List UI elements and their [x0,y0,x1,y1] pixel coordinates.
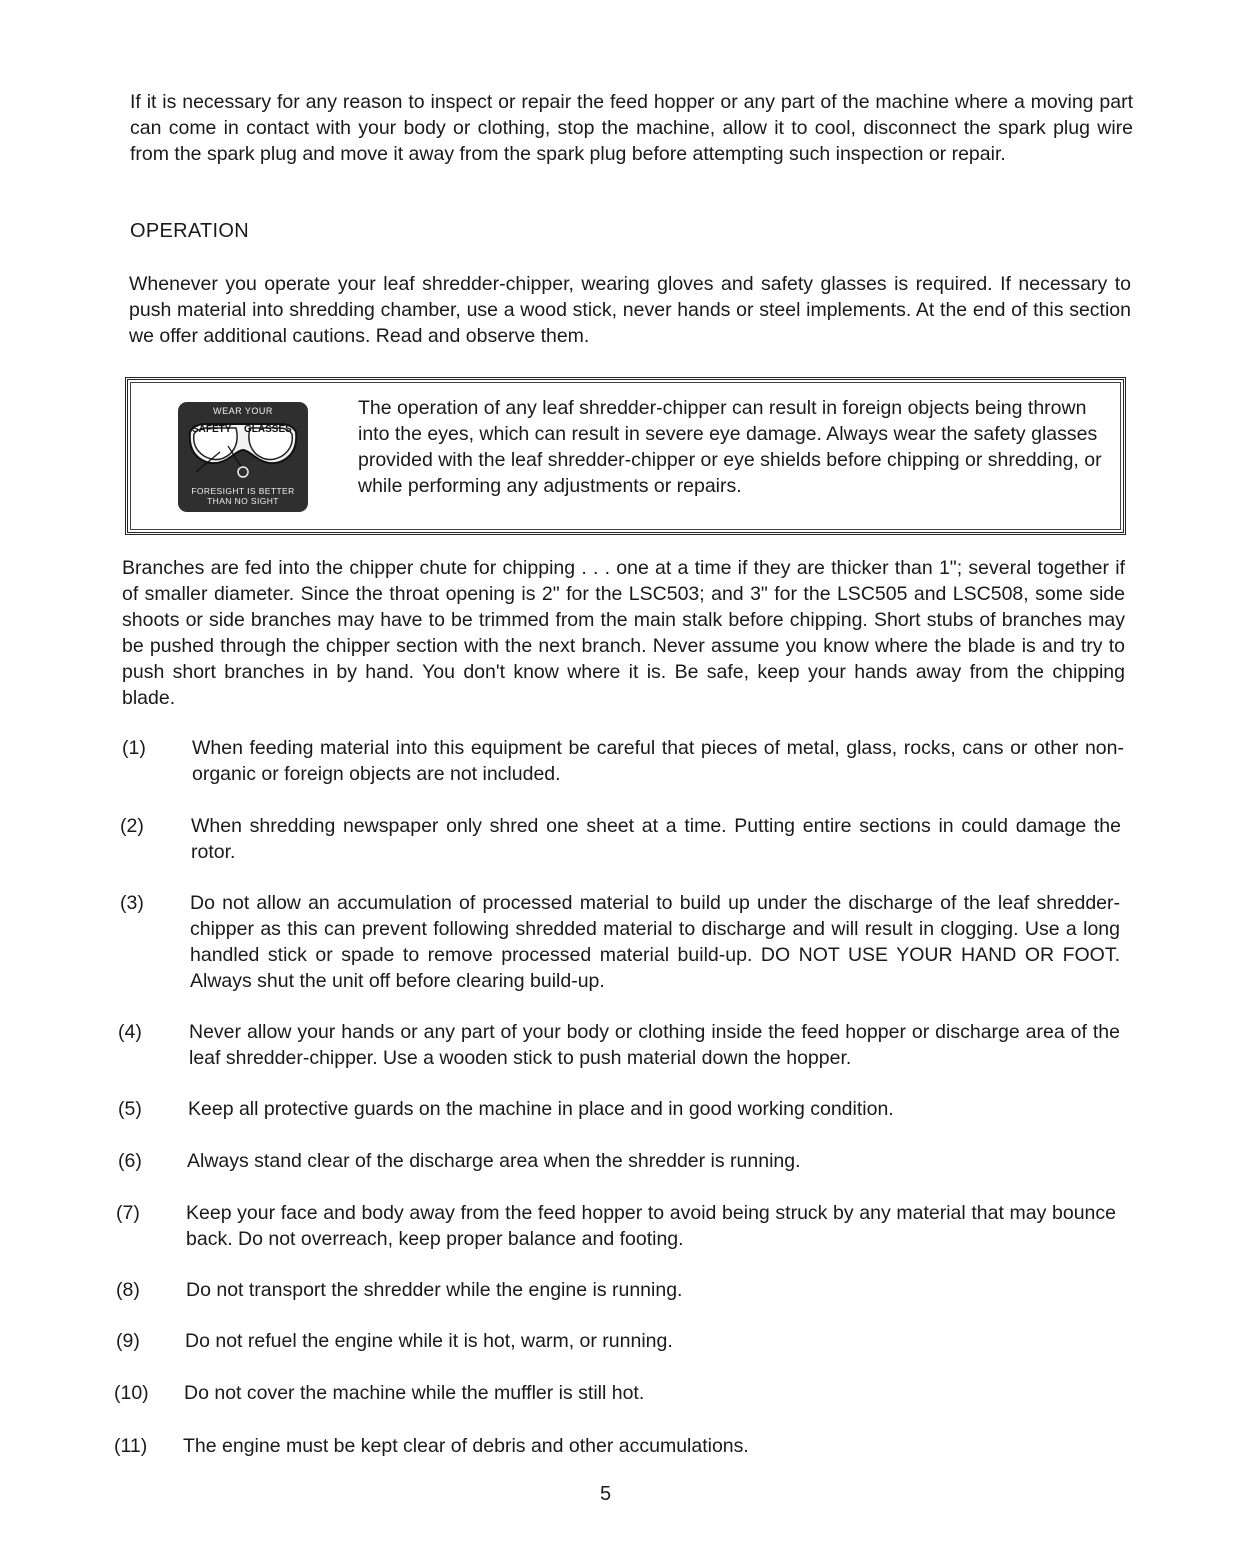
page-number: 5 [600,1483,612,1505]
item-text: The engine must be kept clear of debris and other accumulations. [183,1435,749,1457]
safety-glasses-icon [184,416,302,486]
badge-bottom-text [178,486,308,506]
item-text: Do not transport the shredder while the engine is running. [186,1279,683,1301]
intro-paragraph: If it is necessary for any reason to inspect or repair the feed hopper or any part of the machine where a moving part can come in contact with your body or clothing, stop the machine, allow it to cool, disconnect the spark plug wire from the spark plug and move it away from the spark plug before attempting such inspection or repair. [130,91,1133,165]
item-text: Always stand clear of the discharge area when the shredder is running. [187,1150,801,1172]
item-text: Do not refuel the engine while it is hot, warm, or running. [185,1330,673,1352]
item-number: (11) [114,1435,148,1457]
item-number: (4) [118,1021,142,1043]
badge-label-right: GLASSES [244,424,292,435]
section-heading: OPERATION [130,220,250,242]
safety-glasses-badge [178,402,308,512]
item-text: Do not cover the machine while the muffler is still hot. [184,1382,645,1404]
branches-paragraph: Branches are fed into the chipper chute for chipping . . . one at a time if they are thicker than 1"; several together if of smaller diameter. Since the throat opening is 2" for the LSC503; and 3" for the LSC505 and LSC508, some side shoots or side branches may have to be trimmed from the main stalk before chipping. Short stubs of branches may be pushed through the chipper section with the next branch. Never assume you know where the blade is and try to push short branches in by hand. You don't know where it is. Be safe, keep your hands away from the chipping blade. [122,557,1125,709]
item-text: Never allow your hands or any part of your body or clothing inside the feed hopper or discharge area of the leaf shredder-chipper. Use a wooden stick to push material down the hopper. [189,1021,1120,1069]
item-text: When feeding material into this equipment be careful that pieces of metal, glass, rocks, cans or other non-organic or foreign objects are not included. [192,737,1124,785]
item-number: (8) [116,1279,140,1301]
item-number: (9) [116,1330,140,1352]
item-text: Keep your face and body away from the feed hopper to avoid being struck by any material that may bounce back. Do not overreach, keep proper balance and footing. [186,1202,1116,1250]
item-number: (1) [122,737,146,759]
badge-label-left: SAFETY [192,424,232,435]
warning-text: The operation of any leaf shredder-chipper can result in foreign objects being thrown into the eyes, which can result in severe eye damage. Always wear the safety glasses provided with the leaf shredder-chipper or eye shields before chipping or shredding, or while performing any adjustments or repairs. [358,397,1102,497]
badge-bottom-line-1: FORESIGHT IS BETTER [191,486,295,496]
item-number: (2) [120,815,144,837]
item-text: When shredding newspaper only shred one sheet at a time. Putting entire sections in could damage the rotor. [191,815,1121,863]
item-number: (3) [120,892,144,914]
operation-paragraph: Whenever you operate your leaf shredder-chipper, wearing gloves and safety glasses is required. If necessary to push material into shredding chamber, use a wood stick, never hands or steel implements. At the end of this section we offer additional cautions. Read and observe them. [129,273,1131,347]
item-number: (5) [118,1098,142,1120]
badge-top-text: WEAR YOUR [213,406,273,416]
item-number: (7) [116,1202,140,1224]
item-number: (10) [114,1382,149,1404]
safety-warning-box [125,377,1126,535]
item-text: Keep all protective guards on the machine in place and in good working condition. [188,1098,894,1120]
item-number: (6) [118,1150,142,1172]
badge-bottom-line-2: THAN NO SIGHT [207,496,279,506]
item-text: Do not allow an accumulation of processed material to build up under the discharge of the leaf shredder-chipper as this can prevent following shredded material to discharge and will result in clogging. Use a long handled stick or spade to remove processed material build-up. DO NOT USE YOUR HAND OR FOOT. Always shut the unit off before clearing build-up. [190,892,1120,992]
